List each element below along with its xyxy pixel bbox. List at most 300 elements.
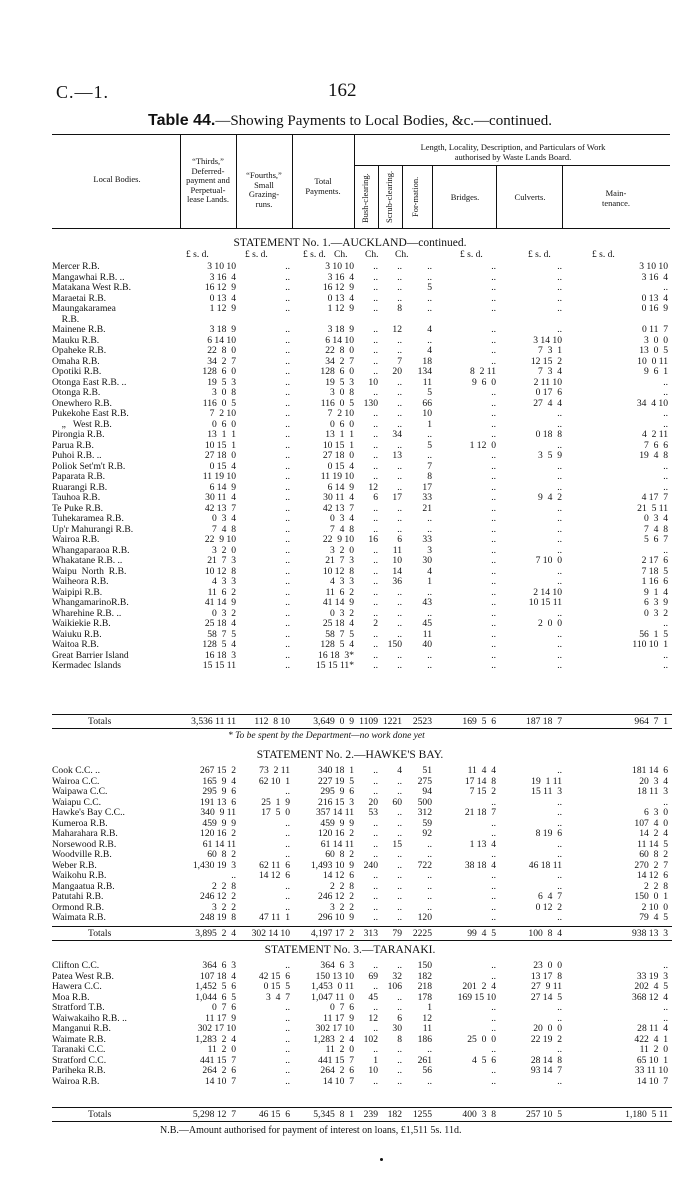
cell-scrub: .. [397,387,402,398]
cell-bush: .. [373,471,378,482]
cell-bridges: .. [491,1023,496,1034]
col-thirds-4: Perpetual- [190,184,226,195]
cell-formation: 261 [417,1054,432,1066]
cell-bush: .. [373,429,378,440]
cell-total: 264 2 6 [320,1065,354,1076]
cell-bridges: .. [491,292,496,304]
table-row [52,597,672,608]
cell-bridges: .. [491,912,496,923]
table-row [52,303,672,314]
cell-total: 21 7 3 [325,555,354,566]
cell-name: Waiheora R.B. [52,576,109,587]
cell-bridges: 8 2 11 [469,366,496,377]
table-row [52,576,672,587]
cell-total: 58 7 5 [325,628,354,640]
cell-total: 116 0 5 [320,397,354,409]
cell-bridges: .. [491,334,496,346]
cell-bush: .. [373,439,378,451]
cell-maintenance: .. [663,660,668,671]
cell-fourths: .. [285,303,290,314]
cell-fourths: 62 11 6 [259,859,290,871]
cell-scrub: .. [397,418,402,430]
cell-thirds: 22 9 10 [204,534,236,545]
cell-scrub: .. [397,597,402,608]
total-scrub: 1221 [382,716,402,727]
cell-total: 364 6 3 [320,960,354,971]
cell-culverts: .. [557,303,562,314]
cell-bridges: .. [491,1065,496,1076]
cell-name: Hawera C.C. [52,981,102,992]
cell-bush: .. [373,1002,378,1013]
cell-maintenance: 4 17 7 [641,492,668,503]
cell-bush: 53 [368,807,378,818]
cell-thirds: 191 13 6 [200,796,236,808]
cell-name: Parua R.B. [52,439,94,451]
cell-bridges: .. [491,628,496,640]
cell-culverts: 46 18 11 [528,859,562,871]
cell-culverts: 2 0 0 [538,618,562,629]
cell-bush: .. [373,639,378,650]
cell-bush: 12 [368,481,378,493]
table-row [52,1023,672,1034]
cell-bridges: .. [491,513,496,524]
cell-scrub: .. [397,282,402,293]
cell-culverts: .. [557,880,562,892]
cell-bush: 130 [363,397,378,409]
cell-total: 6 14 10 [325,334,354,346]
cell-name: Kermadec Islands [52,660,121,671]
cell-maintenance: .. [663,481,668,493]
cell-maintenance: .. [663,796,668,808]
cell-total: 357 14 11 [315,807,354,818]
cell-formation: .. [427,891,432,902]
total-formation: 2523 [412,716,432,727]
cell-thirds: 3 0 8 [212,387,236,398]
cell-culverts: 13 17 8 [530,970,562,982]
cell-thirds: 107 18 4 [200,970,236,982]
cell-bridges: .. [491,555,496,566]
cell-fourths: .. [285,597,290,608]
cell-formation: .. [427,303,432,314]
cell-culverts: .. [557,408,562,419]
cell-bush: .. [373,555,378,566]
cell-bridges: .. [491,849,496,860]
cell-total: 1,453 0 11 [311,981,354,992]
table-row [52,1044,672,1055]
cell-scrub: .. [397,912,402,923]
cell-culverts: .. [557,460,562,472]
cell-thirds: 7 2 10 [209,408,236,419]
cell-fourths: .. [285,513,290,524]
cell-maintenance: 14 12 6 [636,870,668,881]
cell-fourths: .. [285,607,290,619]
cell-formation: 5 [427,439,432,451]
total-culverts: 100 8 4 [528,928,562,939]
cell-scrub: .. [397,513,402,524]
table-row [52,566,672,577]
cell-maintenance: 3 0 0 [644,334,668,346]
cell-culverts: .. [557,576,562,587]
cell-thirds: 1,283 2 4 [195,1033,236,1045]
table-row [52,555,672,566]
col-thirds-5: lease Lands. [186,194,229,204]
cell-bush: .. [373,901,378,913]
cell-scrub: .. [397,1002,402,1013]
total-maintenance: 1,180 5 11 [625,1109,668,1120]
col-local-bodies: Local Bodies. [93,174,141,184]
cell-bridges: .. [491,460,496,472]
cell-maintenance: 60 8 2 [639,849,668,860]
cell-bridges: 38 18 4 [464,859,496,871]
cell-culverts: .. [557,649,562,661]
cell-total: 0 13 4 [327,292,354,304]
total-fourths: 46 15 6 [258,1109,290,1120]
cell-thirds: 30 11 4 [205,492,236,503]
cell-fourths: .. [285,649,290,661]
cell-thirds: 1,452 5 6 [195,981,236,992]
cell-scrub: 6 [397,534,402,545]
cell-maintenance: .. [663,418,668,430]
cell-formation: 51 [422,765,432,776]
cell-scrub: .. [397,870,402,881]
cell-name: Mainene R.B. [52,324,106,335]
cell-culverts: .. [557,292,562,304]
cell-fourths: 62 10 1 [258,775,290,787]
cell-thirds: 3 16 4 [209,271,236,283]
cell-thirds: 364 6 3 [202,960,236,971]
cell-thirds: 0 6 0 [212,418,236,430]
cell-culverts: .. [557,1075,562,1087]
cell-maintenance: 6 3 0 [644,807,668,818]
cell-name: Opaheke R.B. [52,345,107,356]
cell-bridges: .. [491,660,496,671]
cell-fourths: .. [285,471,290,482]
cell-bush: .. [373,880,378,892]
cell-culverts: .. [557,271,562,283]
cell-total: 30 11 4 [323,492,354,503]
cell-scrub: 8 [397,303,402,314]
cell-name: Waiapu C.C. [52,796,102,808]
table-row [52,650,672,661]
cell-name: Waipawa C.C. [52,786,108,797]
cell-formation: 182 [417,970,432,982]
cell-bush: .. [373,282,378,293]
cell-bush: .. [373,450,378,461]
cell-total: 1,493 10 9 [310,859,354,871]
cell-thirds: 27 18 0 [204,450,236,461]
cell-name: Maharahara R.B. [52,828,118,839]
cell-culverts: 93 14 7 [530,1065,562,1076]
cell-name: Waiwakaiho R.B. .. [52,1012,127,1024]
cell-maintenance: 1 16 6 [641,576,668,587]
cell-thirds: 0 3 4 [212,513,236,524]
cell-fourths: .. [285,786,290,797]
cell-culverts: .. [557,523,562,535]
cell-thirds: 264 2 6 [202,1065,236,1076]
cell-total: 11 17 9 [323,1012,354,1024]
table-row [52,282,672,293]
cell-bush: .. [373,649,378,661]
cell-fourths: .. [285,960,290,971]
cell-culverts: .. [557,502,562,514]
col-fourths-1: “Fourths,” [246,170,282,180]
cell-scrub: 15 [392,838,402,850]
cell-name: Whakatane R.B. .. [52,555,123,566]
table-row [52,765,672,776]
cell-bush: .. [373,586,378,598]
cell-bridges: .. [491,1012,496,1024]
cell-bush: 20 [368,796,378,808]
col-formation: For-mation. [410,176,420,217]
cell-culverts: .. [557,838,562,850]
total-maintenance: 938 13 3 [632,928,668,939]
cell-scrub: .. [397,807,402,818]
cell-formation: 40 [422,639,432,650]
cell-fourths: .. [285,502,290,514]
cell-thirds: 0 15 4 [209,460,236,472]
cell-scrub: 32 [392,970,402,982]
cell-scrub: .. [397,828,402,839]
cell-maintenance: .. [663,1002,668,1013]
cell-formation: .. [427,450,432,461]
cell-maintenance: 7 6 6 [644,439,668,451]
cell-bush: .. [373,576,378,587]
cell-total: 27 18 0 [322,450,354,461]
cell-maintenance: 33 19 3 [636,970,668,982]
table-row [52,1065,672,1076]
table-row [52,839,672,850]
cell-total: 150 13 10 [315,970,354,982]
section-title: STATEMENT No. 1.—AUCKLAND—continued. [233,237,467,249]
cell-name: Mercer R.B. [52,261,100,272]
total-bridges: 400 3 8 [462,1109,496,1120]
cell-scrub: .. [397,376,402,388]
cell-bridges: .. [491,271,496,283]
cell-bush: .. [373,891,378,902]
cell-scrub: .. [397,292,402,304]
cell-fourths: .. [285,628,290,640]
table-row [52,1002,672,1013]
cell-culverts: .. [557,544,562,556]
cell-bridges: .. [491,408,496,419]
cell-maintenance: .. [663,387,668,398]
cell-formation: 1 [427,418,432,430]
cell-thirds: 116 0 5 [202,397,236,409]
cell-fourths: .. [285,408,290,419]
table-title [0,112,700,130]
units-label: £ s. d. [186,250,209,260]
cell-fourths: .. [285,292,290,304]
cell-bush: 2 [373,618,378,629]
col-total-1: Total [314,176,332,186]
cell-name: Wairoa R.B. [52,1075,100,1087]
cell-bridges: .. [491,387,496,398]
table-row [52,335,672,346]
cell-name: Taranaki C.C. [52,1044,106,1055]
cell-maintenance: 14 2 4 [639,828,668,839]
cell-scrub: .. [397,502,402,514]
cell-culverts: 10 15 11 [528,597,562,608]
cell-maintenance: 110 10 1 [632,639,668,650]
cell-scrub: .. [397,618,402,629]
table-row [52,629,672,640]
cell-bush: .. [373,828,378,839]
cell-maintenance: 0 16 9 [641,303,668,314]
cell-culverts: 7 10 0 [535,555,562,566]
cell-culverts: .. [557,796,562,808]
cell-total: 22 8 0 [325,345,354,356]
cell-thirds: 302 17 10 [197,1023,236,1034]
cell-formation: 17 [422,481,432,493]
table-row [52,314,672,325]
cell-total: 16 18 3* [318,649,354,661]
units-label: Ch. [395,250,409,260]
page-number: 162 [328,80,357,101]
cell-thirds: 61 14 11 [202,838,236,850]
total-bush: 1109 [359,716,378,727]
cell-thirds: 4 3 3 [212,576,236,587]
cell-formation: 33 [422,534,432,545]
cell-formation: .. [427,880,432,892]
cell-bridges: 21 18 7 [464,807,496,818]
cell-bridges: .. [491,1075,496,1087]
cell-bridges: .. [491,523,496,535]
cell-maintenance: 79 4 5 [639,912,668,923]
cell-thirds: 1,044 6 5 [195,991,236,1003]
table-row [52,1034,672,1045]
cell-culverts: 27 14 5 [530,991,562,1003]
col-thirds [182,157,234,205]
cell-bridges: .. [491,870,496,881]
cell-culverts: 12 15 2 [530,355,562,367]
cell-fourths: 47 11 1 [259,912,290,923]
table-row [52,408,672,419]
cell-thirds: 3 18 9 [209,324,236,335]
cell-formation: .. [427,838,432,850]
cell-maintenance: 9 6 1 [644,366,668,377]
table-row [52,482,672,493]
cell-total: 6 14 9 [327,481,354,493]
cell-total: 3 2 2 [330,901,354,913]
cell-scrub: .. [397,859,402,871]
total-formation: 1255 [412,1109,432,1120]
cell-thirds: 3 10 10 [207,261,236,272]
cell-name: Mauku R.B. [52,334,100,346]
cell-culverts: 3 5 9 [538,450,562,461]
cell-formation: .. [427,271,432,283]
cell-total: 0 3 2 [330,607,354,619]
cell-fourths: .. [285,849,290,860]
total-scrub: 79 [392,928,402,939]
col-bridges: Bridges. [450,192,480,202]
cell-scrub: 11 [392,544,402,556]
cell-culverts: 2 14 10 [533,586,562,598]
cell-bridges: 169 15 10 [457,991,496,1003]
cell-name: Paparata R.B. [52,471,106,482]
cell-culverts: .. [557,765,562,776]
cell-fourths: 3 4 7 [266,991,290,1003]
col-thirds-3: payment and [186,175,230,185]
cell-total: 11 6 2 [325,586,354,598]
cell-fourths: .. [285,418,290,430]
cell-maintenance: 150 0 1 [634,891,668,902]
cell-name: Woodville R.B. [52,849,112,860]
cell-bridges: .. [491,565,496,577]
cell-bush: .. [373,460,378,472]
cell-fourths: .. [285,334,290,346]
cell-maintenance: .. [663,460,668,472]
cell-culverts: .. [557,261,562,272]
cell-total: 216 15 3 [318,796,354,808]
totals-row [52,714,672,729]
cell-culverts: 15 11 3 [531,786,562,797]
cell-bridges: .. [491,901,496,913]
cell-culverts: 0 12 2 [535,901,562,913]
cell-bridges: .. [491,282,496,293]
cell-bush: .. [373,660,378,671]
cell-formation: 134 [417,366,432,377]
cell-maintenance: 33 11 10 [634,1065,668,1076]
table-row [52,513,672,524]
cell-scrub: 13 [392,450,402,461]
cell-formation: 43 [422,597,432,608]
cell-name: Matakana West R.B. [52,282,131,293]
cell-total: 0 3 4 [330,513,354,524]
cell-fourths: .. [285,1065,290,1076]
col-fourths-4: runs. [255,198,273,209]
cell-scrub: .. [397,649,402,661]
cell-total: 16 12 9 [322,282,354,293]
cell-total: 459 9 9 [320,817,354,829]
cell-bush: .. [373,765,378,776]
table-row [52,450,672,461]
table-row [52,293,672,304]
cell-bridges: 1 13 4 [469,838,496,850]
cell-thirds: 19 5 3 [207,376,236,388]
cell-total: 1 12 9 [327,303,354,314]
cell-maintenance: .. [663,649,668,661]
cell-bridges: .. [491,649,496,661]
totals-row [52,1107,672,1122]
cell-bush: 16 [368,534,378,545]
cell-fourths: .. [285,1033,290,1045]
cell-bush: .. [373,1044,378,1055]
cell-maintenance: .. [663,408,668,419]
cell-thirds: 11 19 10 [202,471,236,482]
cell-bush: .. [373,366,378,377]
cell-formation: 186 [417,1033,432,1045]
cell-formation: 18 [422,355,432,367]
cell-scrub: .. [397,849,402,860]
cell-bridges: .. [491,880,496,892]
cell-total: 3 2 0 [330,544,354,556]
cell-total: 227 19 5 [318,775,354,787]
table-row [52,345,672,356]
cell-maintenance: 4 2 11 [641,429,668,440]
cell-bush: .. [373,960,378,971]
cell-thirds: 340 9 11 [200,807,236,818]
cell-formation: 178 [417,991,432,1003]
cell-name: Te Puke R.B. [52,502,104,514]
cell-bush: 6 [373,492,378,503]
cell-bridges: .. [491,481,496,493]
table-row [52,377,672,388]
total-scrub: 182 [387,1109,402,1120]
cell-bush: .. [373,292,378,304]
cell-bridges: .. [491,970,496,982]
table-row [52,366,672,377]
cell-name: Whangaparaoa R.B. [52,544,130,556]
